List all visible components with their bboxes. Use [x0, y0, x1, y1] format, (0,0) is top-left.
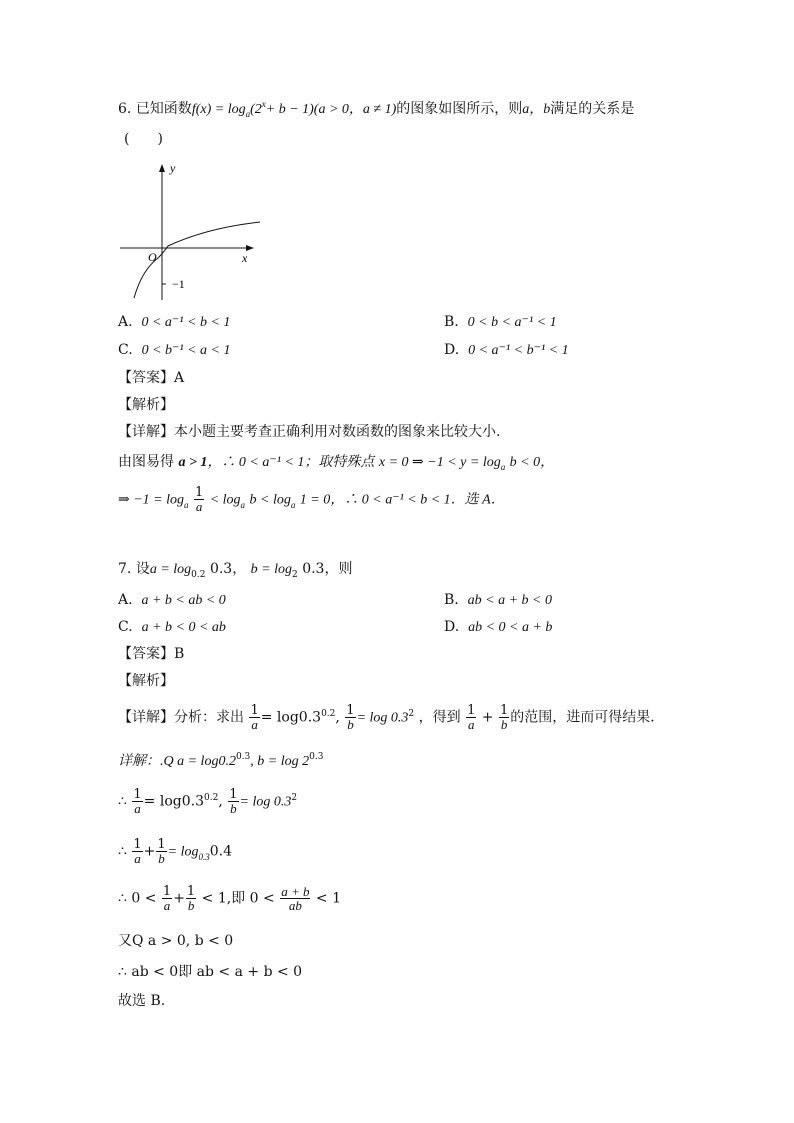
q7-option-c: C. a + b < 0 < ab — [118, 619, 226, 635]
q6-option-d: D. 0 < a⁻¹ < b⁻¹ < 1 — [444, 342, 569, 358]
q6-detail: 【详解】本小题主要考查正确利用对数函数的图象来比较大小. — [118, 424, 501, 440]
fraction-one-over-a: $\frac{1}{a}$ — [133, 787, 142, 816]
y-axis-label: y — [170, 161, 176, 175]
q7-conclusion: 故选 B. — [118, 993, 166, 1009]
q7-solution-line2: ∴ $\frac{1}{a}$ = $\log 0.3^{0.2}$, $\frac{1}{b}$ = $\log 0.3^2$ — [118, 787, 298, 816]
q7-solution-line1: 详解：.Q $a = \log 0.2^{0.3}$, $b = \log 2^{0.3}$ — [118, 752, 324, 769]
q6-solution-line2: ⇒ $-1 = \log_a$ $\frac{1}{a}$ < $\log_a b < \log_a 1 = 0$，∴ 0 < a⁻¹ < b < 1．选 A． — [118, 485, 505, 514]
q6-option-a: A. 0 < a⁻¹ < b < 1 — [118, 314, 231, 330]
q6-solution-line1: 由图易得 a > 1，∴ 0 < a⁻¹ < 1；取特殊点 x = 0 ⇒ $-1 < y = \log_a b < 0$， — [118, 454, 555, 472]
origin-label: O — [148, 250, 157, 264]
fraction-one-over-a: $\frac{1}{a}$ — [250, 703, 259, 732]
q7-solution-line6: ∴ ab < 0即 ab < a + b < 0 — [118, 964, 303, 980]
q7-option-b: B. ab < a + b < 0 — [444, 592, 552, 608]
q6-analysis: 【解析】 — [118, 397, 174, 413]
fraction-one-over-a: $\frac{1}{a}$ — [133, 837, 142, 866]
q6-stem: 6. 已知函数$f(x) = \log_a(2^x+ b - 1)(a > 0$，a ≠ 1)的图象如图所示，则a，b满足的关系是 — [118, 99, 635, 119]
q6-option-b: B. 0 < b < a⁻¹ < 1 — [444, 314, 557, 330]
q6-option-c: C. 0 < b⁻¹ < a < 1 — [118, 342, 231, 358]
q7-option-d: D. ab < 0 < a + b — [444, 619, 553, 635]
q6-answer: 【答案】A — [118, 370, 185, 386]
fraction-one-over-a: $\frac{1}{a}$ — [467, 703, 476, 732]
fraction-one-over-b: $\frac{1}{b}$ — [157, 837, 166, 866]
q6-answer-paren: ( ) — [124, 131, 163, 147]
q7-option-a: A. a + b < ab < 0 — [118, 592, 226, 608]
q7-solution-line3: ∴ $\frac{1}{a}$ + $\frac{1}{b}$ = $\log_{0.3}0.4$ — [118, 837, 233, 866]
tick-label: −1 — [172, 277, 185, 291]
fraction-one-over-b: $\frac{1}{b}$ — [186, 884, 196, 913]
q7-solution-line5: 又Q a > 0, b < 0 — [118, 933, 234, 949]
y-axis-arrow-icon — [159, 164, 165, 172]
fraction-one-over-a: $\frac{1}{a}$ — [194, 485, 204, 514]
q6-graph — [116, 158, 276, 308]
q7-analysis: 【解析】 — [118, 673, 174, 689]
q7-solution-line4: ∴ 0 < $\frac{1}{a}$ + $\frac{1}{b}$ < 1,即 0 < $\frac{a + b}{ab}$ < 1 — [118, 884, 342, 913]
x-axis-label: x — [242, 251, 248, 265]
fraction-sum-over-product: $\frac{a + b}{ab}$ — [281, 884, 310, 913]
fraction-one-over-b: $\frac{1}{b}$ — [499, 703, 509, 732]
fraction-one-over-b: $\frac{1}{b}$ — [229, 787, 238, 816]
fraction-one-over-b: $\frac{1}{b}$ — [346, 703, 355, 732]
fraction-one-over-a: $\frac{1}{a}$ — [162, 884, 172, 913]
q7-answer: 【答案】B — [118, 646, 185, 662]
q7-stem: 7. 设$a = \log_{0.2} 0.3$， $b = \log_2 0.3$，则 — [118, 561, 353, 580]
q7-detail: 【详解】分析：求出 $\frac{1}{a}$ = $\log 0.3^{0.2}$, $\frac{1}{b}$ = $\log 0.3^2$ ，得到 $\frac{1}{a}$ + $\frac{1}{b}$ 的范围，进而可得结果． — [118, 703, 665, 732]
